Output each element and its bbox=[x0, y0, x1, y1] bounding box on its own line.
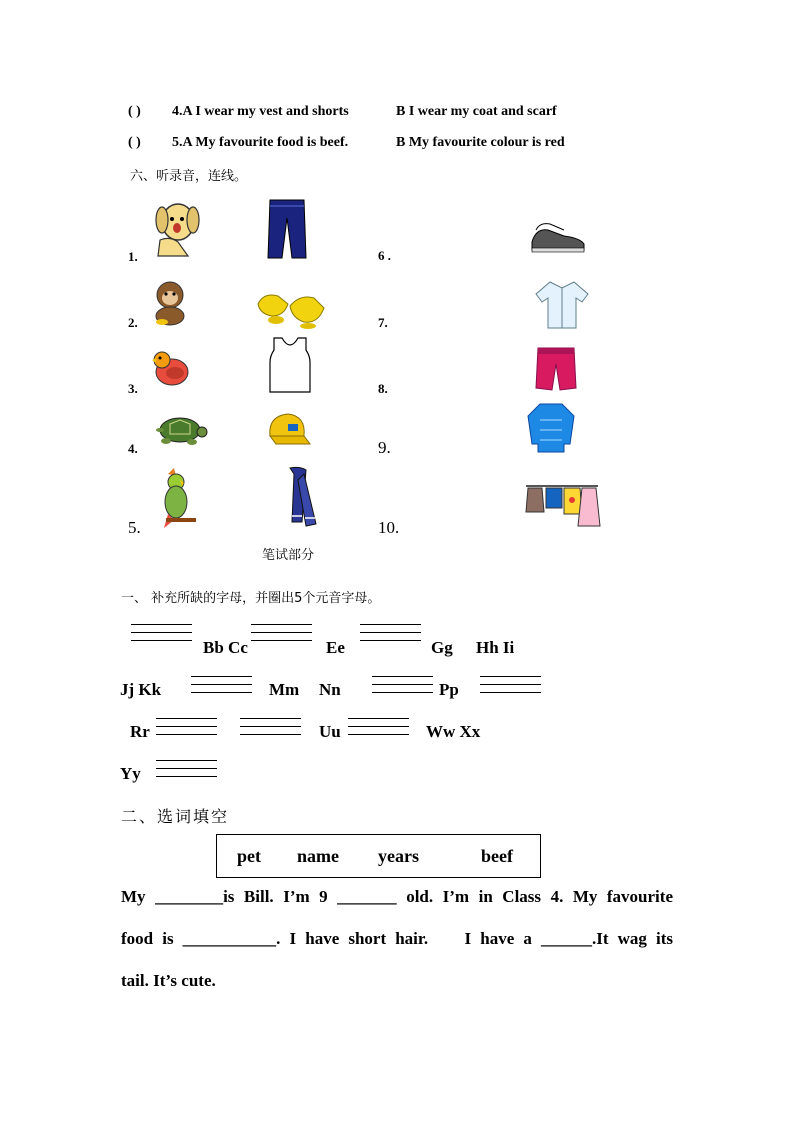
dog-picture bbox=[148, 198, 202, 258]
scarf-picture bbox=[276, 466, 324, 530]
letters-rr: Rr bbox=[130, 722, 150, 741]
blank-lines-zz[interactable] bbox=[156, 760, 217, 788]
blank-lines-tt[interactable] bbox=[240, 718, 301, 746]
blank-lines-oo[interactable] bbox=[372, 676, 433, 704]
blank-lines-vv[interactable] bbox=[348, 718, 409, 746]
word-bank-years: years bbox=[378, 846, 419, 866]
item-number-9: 9. bbox=[378, 438, 391, 457]
shirt-picture bbox=[534, 280, 590, 330]
turtle-picture bbox=[150, 412, 210, 448]
blank-lines-ff[interactable] bbox=[360, 624, 421, 652]
paragraph-line-3: tail. It’s cute. bbox=[121, 971, 216, 990]
sweater-picture bbox=[526, 400, 576, 454]
part2-title: 二、选词填空 bbox=[121, 807, 230, 826]
item-number-10: 10. bbox=[378, 518, 400, 537]
item-number-7: 7. bbox=[378, 315, 388, 330]
bird-picture bbox=[148, 346, 192, 390]
trousers-picture bbox=[266, 198, 308, 260]
q5-option-a: 5.A My favourite food is beef. bbox=[172, 135, 349, 150]
letters-pp: Pp bbox=[439, 680, 459, 699]
letters-yy: Yy bbox=[120, 764, 141, 783]
letters-wwxx: Ww Xx bbox=[426, 722, 481, 741]
blank-lines-dd[interactable] bbox=[251, 624, 312, 652]
cap-picture bbox=[264, 410, 312, 452]
q4-option-b: B I wear my coat and scarf bbox=[396, 104, 557, 119]
letters-bbcc: Bb Cc bbox=[203, 638, 248, 657]
blank-lines-ss[interactable] bbox=[156, 718, 217, 746]
item-number-1: 1. bbox=[128, 249, 138, 264]
paragraph-line-2: food is ___________. I have short hair. I have a ______.It wag its bbox=[121, 929, 673, 948]
q4-option-a: 4.A I wear my vest and shorts bbox=[172, 104, 349, 119]
letters-uu: Uu bbox=[319, 722, 341, 741]
word-bank-name: name bbox=[297, 846, 339, 866]
blank-lines-aa[interactable] bbox=[131, 624, 192, 652]
parrot-picture bbox=[156, 468, 200, 530]
monkey-picture bbox=[150, 280, 192, 326]
vest-picture bbox=[268, 336, 312, 394]
item-number-6: 6 . bbox=[378, 248, 391, 263]
letters-nn: Nn bbox=[319, 680, 341, 699]
word-bank-box bbox=[216, 834, 541, 878]
item-number-2: 2. bbox=[128, 315, 138, 330]
q5-option-b: B My favourite colour is red bbox=[396, 135, 565, 150]
part1-title: 一、 补充所缺的字母，并圈出5个元音字母。 bbox=[121, 591, 381, 606]
blank-lines-ll[interactable] bbox=[191, 676, 252, 704]
paragraph-line-1: My ________is Bill. I’m 9 _______ old. I’m in Class 4. My favourite bbox=[121, 887, 673, 906]
q5-bracket: ( ) bbox=[128, 135, 141, 150]
item-number-8: 8. bbox=[378, 381, 388, 396]
word-bank-beef: beef bbox=[481, 846, 513, 866]
shorts-picture bbox=[534, 344, 578, 394]
q4-bracket: ( ) bbox=[128, 104, 141, 119]
shoes-picture bbox=[530, 218, 586, 256]
letters-jjkk: Jj Kk bbox=[120, 680, 162, 699]
written-heading: 笔试部分 bbox=[262, 548, 315, 563]
letters-ee: Ee bbox=[326, 638, 345, 657]
item-number-3: 3. bbox=[128, 381, 138, 396]
gloves-picture bbox=[254, 290, 326, 330]
word-bank-pet: pet bbox=[237, 846, 261, 866]
letters-gg: Gg bbox=[431, 638, 453, 657]
clothes-rack-picture bbox=[522, 478, 602, 530]
letters-mm: Mm bbox=[269, 680, 300, 699]
letters-hhii: Hh Ii bbox=[476, 638, 515, 657]
item-number-5: 5. bbox=[128, 518, 141, 537]
section6-title: 六、听录音，连线。 bbox=[130, 169, 248, 184]
blank-lines-qq[interactable] bbox=[480, 676, 541, 704]
item-number-4: 4. bbox=[128, 441, 138, 456]
